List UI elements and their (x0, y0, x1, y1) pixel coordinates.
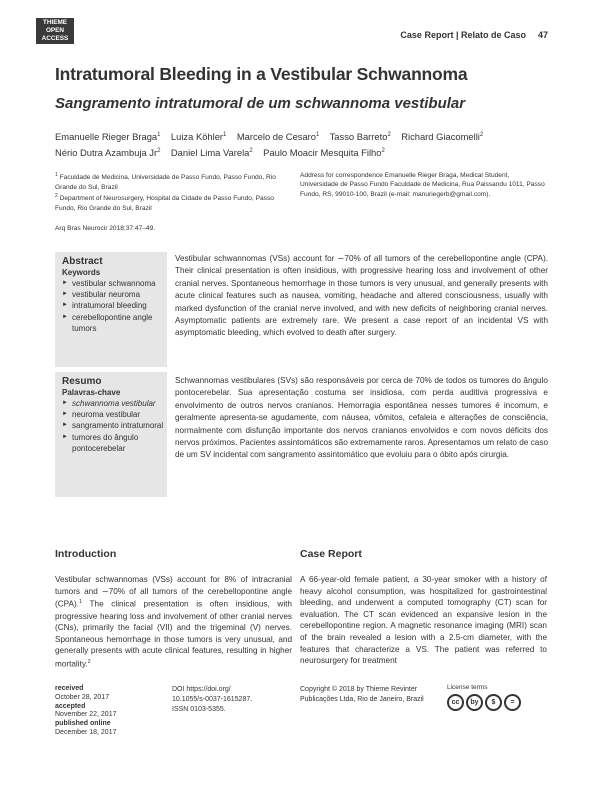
author: Tasso Barreto$^2$ (329, 131, 391, 143)
noncommercial-icon: $ (485, 694, 502, 711)
palavras-chave-label: Palavras-chave (62, 388, 121, 397)
author: Paulo Moacir Mesquita Filho$^2$ (263, 147, 385, 159)
keyword-item: ► sangramento intratumoral (62, 420, 167, 431)
author: Marcelo de Cesaro$^1$ (236, 131, 320, 143)
case-report-heading: Case Report (300, 548, 362, 560)
running-header (400, 30, 548, 40)
attribution-icon: by (466, 694, 483, 711)
doi-issn: DOI https://doi.org/ 10.1055/s-0037-1615287. ISSN 0103-5355. (172, 686, 253, 713)
keyword-item: ► schwannoma vestibular (62, 398, 167, 409)
abstract-heading: Abstract (62, 256, 103, 267)
section-label: Case Report | Relato de Caso (400, 30, 526, 40)
affiliation: $^1$ Faculdade de Medicina, Universidade de Passo Fundo, Passo Fundo, Rio Grande do Sul, Brazil (55, 172, 276, 191)
keyword-item: ► neuroma vestibular (62, 409, 167, 420)
keyword-item: ► cerebellopontine angle tumors (62, 312, 167, 334)
resumo-heading: Resumo (62, 376, 102, 387)
affiliations (55, 171, 295, 213)
author: Richard Giacomelli$^2$ (401, 131, 484, 143)
article-dates: received October 28, 2017 accepted November 22, 2017 published online December 18, 2017 (55, 685, 117, 736)
license-label[interactable]: License terms (447, 684, 488, 691)
affiliation: $^2$ Department of Neurosurgery, Hospital da Cidade de Passo Fundo, Passo Fundo, Rio Grande do Sul, Brazil (55, 193, 274, 212)
author: Emanuelle Rieger Braga$^1$ (55, 131, 161, 143)
introduction-text: Vestibular schwannomas (VSs) account for 8% of intracranial tumors and ∼70% of all tumors of the cerebellopontine angle (CPA).$^1$ The clinical presentation is often insidious, with progressive hearing loss and involvement of other cranial nerves (CNs), primarily the facial (VII) and the trigeminal (V) nerves. Spontaneous hemorrhage in those tumors is very unusual, and generally presents with acute clinical features, resulting in higher mortality.$^2$ (55, 575, 292, 669)
citation: Arq Bras Neurocir 2018;37:47–49. (55, 225, 156, 232)
keyword-item: ► vestibular neuroma (62, 289, 167, 300)
keyword-list (55, 278, 167, 334)
doi-link[interactable]: DOI https://doi.org/ (172, 686, 231, 693)
correspondence-address: Address for correspondence Emanuelle Rieger Braga, Medical Student, Universidade de Passo Fundo Faculdade de Medicina, Rua Paissandu 1011, Passo Fundo, RS, 99010-100, Brazil (e-mail: manuriegerb@gmail.com). (300, 172, 545, 198)
author: Luiza Köhler$^1$ (170, 131, 227, 143)
cc-icon: cc (447, 694, 464, 711)
copyright: Copyright © 2018 by Thieme Revinter Publicações Ltda, Rio de Janeiro, Brazil (300, 686, 424, 703)
page-number: 47 (537, 30, 548, 40)
keyword-item: ► intratumoral bleeding (62, 300, 167, 311)
thieme-open-access-logo: THIEME OPEN ACCESS (36, 18, 74, 44)
abstract-keywords-box (55, 252, 167, 367)
introduction-heading: Introduction (55, 548, 117, 560)
author: Daniel Lima Varela$^2$ (170, 147, 253, 159)
noderivatives-icon: = (504, 694, 521, 711)
author: Nério Dutra Azambuja Jr$^2$ (55, 147, 161, 159)
keywords-label: Keywords (62, 268, 101, 277)
case-report-text: A 66-year-old female patient, a 30-year smoker with a history of heavy alcohol consumption, was hospitalized for gastrointestinal bleeding, and underwent a computed tomography (CT) scan for evaluation. The CT scan evidenced an expansive lesion in the cerebellopontine region. A magnetic resonance imaging (MRI) scan of the brain revealed a lesion with a 2.5-cm diameter, with the features that characterize a VS. The patient was referred to neurosurgery for treatment (300, 575, 547, 666)
article-title: Intratumoral Bleeding in a Vestibular Schwannoma (55, 64, 468, 84)
article-subtitle: Sangramento intratumoral de um schwannoma vestibular (55, 95, 466, 112)
keyword-item: ► tumores do ângulo pontocerebelar (62, 432, 167, 454)
resumo-text: Schwannomas vestibulares (SVs) são responsáveis por cerca de 70% de todos os tumores do ângulo pontocerebelar. Sua apresentação costuma ser insidiosa, com perda auditiva progressiva e envolvimento de outros nervos cranianos. Hemorragia espontânea nesses tumores é incomum, e geralmente apresenta-se agudamente, com náusea, vômitos, cefaleia e alterações de consciência, normalmente com disfunção importante dos nervos cranianos envolvidos e com novos déficits dos nervos próximos. Pacientes assintomáticos são extremamente raros. Apresentamos um relato de caso de um SV incidental com sangramento assintomático que evoluiu para o óbito após cirurgia. (175, 376, 548, 460)
author-list (55, 128, 555, 160)
keyword-item: ► vestibular schwannoma (62, 278, 167, 289)
resumo-keywords-box (55, 372, 167, 497)
abstract-text: Vestibular schwannomas (VSs) account for ∼70% of all tumors of the cerebellopontine angle (CPA). Their clinical presentation is often insidious, with progressive hearing loss and involvement of other cranial nerves. Spontaneous hemorrhage in those tumors is very unusual, and generally presents with acute clinical features such as nausea, vomiting, headache and altered consciousness, usually with marked dysfunction of the cranial nerve involved, and with new deficits of neighboring cranial nerves. Asymptomatic patients are extremely rare. We present a case report of an incidental VS with asymptomatic bleeding, which evolved to death after surgery. (175, 254, 548, 338)
palavras-chave-list (55, 398, 167, 454)
license-block (447, 684, 527, 711)
